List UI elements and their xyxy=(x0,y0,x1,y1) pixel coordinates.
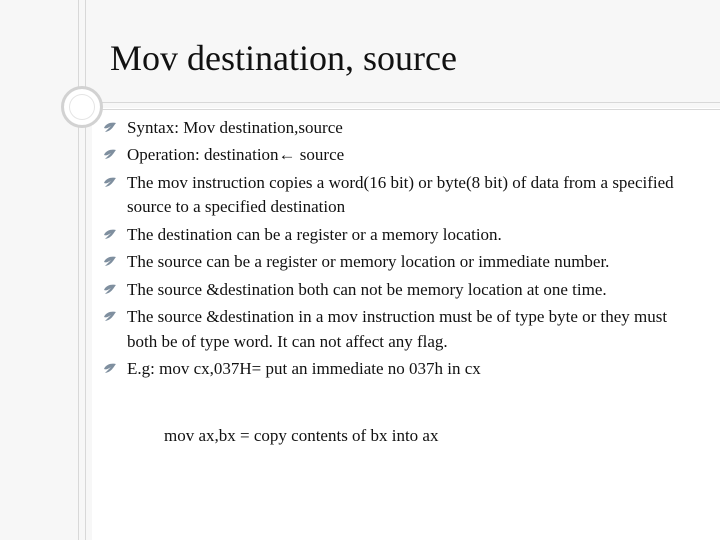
frame-vertical-line xyxy=(78,0,86,540)
leaf-bullet-icon xyxy=(103,229,117,240)
bullet-text: The source can be a register or memory location or immediate number. xyxy=(127,252,610,272)
slide-title: Mov destination, source xyxy=(110,38,457,78)
leaf-bullet-icon xyxy=(103,122,117,133)
leaf-bullet-icon xyxy=(103,363,117,374)
bullet-item xyxy=(103,116,693,141)
bullet-item xyxy=(103,143,693,168)
frame-horizontal-line xyxy=(84,102,720,110)
decorative-ring-icon xyxy=(61,86,103,128)
bullet-text: E.g: mov cx,037H= put an immediate no 037h in cx xyxy=(127,358,481,378)
leaf-bullet-icon xyxy=(103,149,117,160)
bullet-text: The destination can be a register or a memory location. xyxy=(127,224,502,244)
bullet-item xyxy=(103,357,693,382)
bullet-text: Operation: destination← source xyxy=(127,145,345,165)
example-continuation: mov ax,bx = copy contents of bx into ax xyxy=(164,426,439,445)
bullet-item xyxy=(103,305,693,354)
bullet-item xyxy=(103,250,693,275)
bullet-item xyxy=(103,223,693,248)
leaf-bullet-icon xyxy=(103,284,117,295)
bullet-text: The source &destination in a mov instruction must be of type byte or they must both be of type word. It can not affect any flag. xyxy=(127,306,668,351)
bullet-item xyxy=(103,171,693,220)
leaf-bullet-icon xyxy=(103,256,117,267)
leaf-bullet-icon xyxy=(103,177,117,188)
bullet-item xyxy=(103,278,693,303)
bullet-text: Syntax: Mov destination,source xyxy=(127,118,343,137)
bullet-list xyxy=(103,116,693,384)
leaf-bullet-icon xyxy=(103,311,117,322)
bullet-text: The mov instruction copies a word(16 bit) or byte(8 bit) of data from a specified source to a specified destination xyxy=(127,172,674,217)
bullet-text: The source &destination both can not be memory location at one time. xyxy=(127,279,607,299)
